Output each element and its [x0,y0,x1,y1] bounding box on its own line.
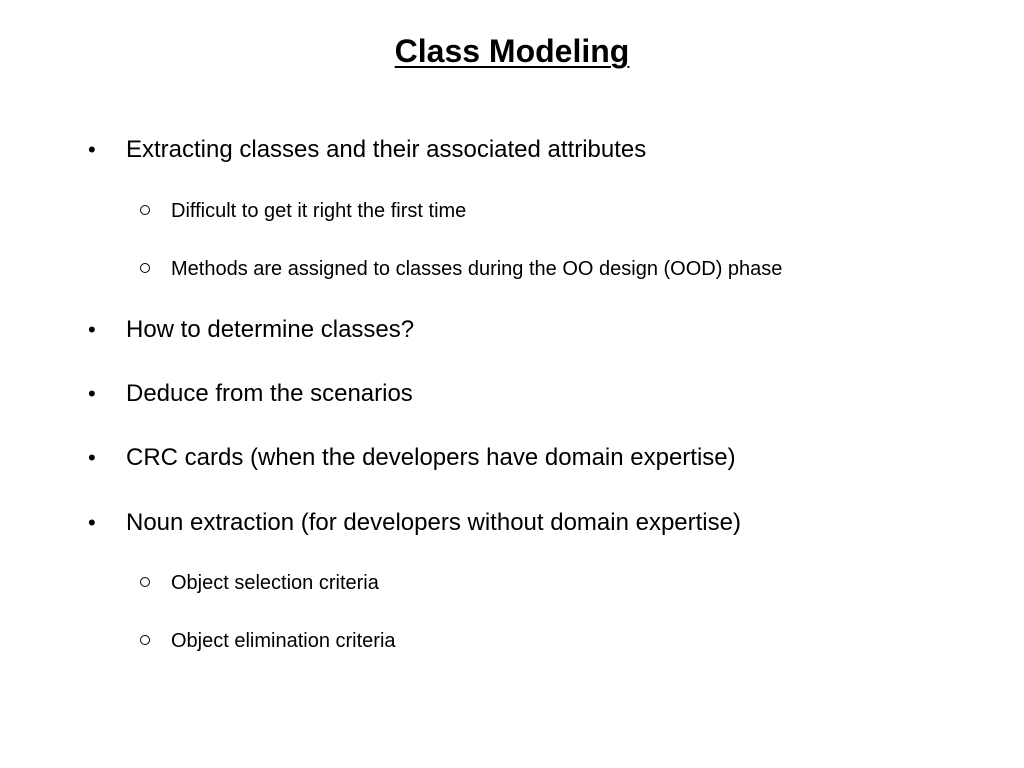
hollow-circle-icon [140,263,150,273]
bullet-dot-icon: • [88,510,96,535]
hollow-circle-icon [140,577,150,587]
bullet-item [88,508,741,538]
hollow-circle-icon [140,205,150,215]
bullet-dot-icon: • [88,381,96,406]
bullet-dot-icon: • [88,317,96,342]
bullet-text: How to determine classes? [126,316,415,343]
bullet-item [88,443,736,473]
bullet-text: Deduce from the scenarios [126,380,413,407]
sub-bullet-item [171,198,466,224]
bullet-item [88,379,413,409]
bullet-item [88,315,415,345]
sub-bullet-item [171,570,379,596]
sub-bullet-item [171,256,782,282]
sub-bullet-text: Object selection criteria [171,572,379,594]
sub-bullet-text: Object elimination criteria [171,630,396,652]
bullet-text: Extracting classes and their associated attributes [126,136,647,163]
bullet-item [88,135,647,165]
bullet-text: CRC cards (when the developers have domain expertise) [126,444,736,471]
hollow-circle-icon [140,635,150,645]
bullet-dot-icon: • [88,445,96,470]
sub-bullet-item [171,628,396,654]
bullet-dot-icon: • [88,137,96,162]
sub-bullet-text: Methods are assigned to classes during the OO design (OOD) phase [171,258,783,280]
slide-title: Class Modeling [394,33,630,69]
sub-bullet-text: Difficult to get it right the first time [171,200,467,222]
bullet-text: Noun extraction (for developers without domain expertise) [126,509,741,536]
